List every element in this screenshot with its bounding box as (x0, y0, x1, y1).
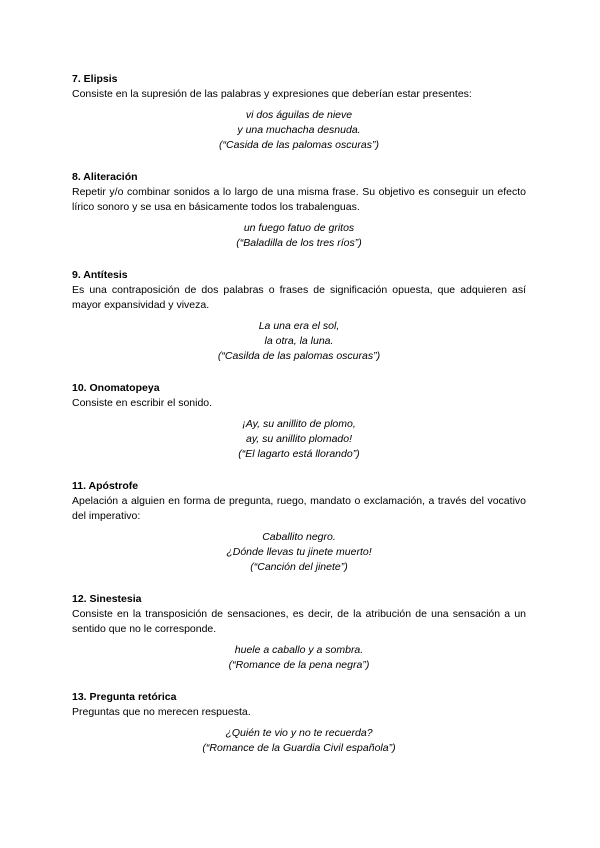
verse-quote (72, 726, 526, 756)
verse-line: Caballito negro. (262, 531, 336, 543)
section-aliteracion (72, 170, 526, 251)
verse-source: (“Casilda de las palomas oscuras”) (217, 350, 381, 362)
verse-source: (“Canción del jinete”) (250, 561, 348, 573)
verse-line: ¿Dónde llevas tu jinete muerto! (226, 546, 372, 558)
verse-line: la otra, la luna. (264, 335, 334, 347)
section-pregunta-retorica (72, 690, 526, 756)
section-heading: 10. Onomatopeya (72, 382, 160, 394)
section-description: Apelación a alguien en forma de pregunta, ruego, mandato o exclamación, a través del vocativo del imperativo: (72, 495, 526, 522)
section-description: Preguntas que no merecen respuesta. (72, 706, 251, 718)
section-heading: 13. Pregunta retórica (72, 691, 177, 703)
section-heading: 9. Antítesis (72, 269, 128, 281)
verse-source: (“Romance de la Guardia Civil española”) (202, 742, 396, 754)
verse-quote (72, 108, 526, 153)
section-onomatopeya (72, 381, 526, 462)
section-description: Es una contraposición de dos palabras o frases de significación opuesta, que adquieren así mayor expansividad y viveza. (72, 284, 526, 311)
section-heading: 12. Sinestesia (72, 593, 142, 605)
verse-line: La una era el sol, (258, 320, 340, 332)
verse-source: (“Romance de la pena negra”) (228, 659, 370, 671)
section-description: Consiste en la supresión de las palabras y expresiones que deberían estar presentes: (72, 88, 472, 100)
verse-line: ¿Quién te vio y no te recuerda? (225, 727, 373, 739)
section-description: Consiste en la transposición de sensaciones, es decir, de la atribución de una sensación a un sentido que no le corresponde. (72, 608, 526, 635)
verse-quote (72, 221, 526, 251)
verse-quote (72, 319, 526, 364)
section-antitesis (72, 268, 526, 364)
section-heading: 11. Apóstrofe (72, 480, 139, 492)
section-heading: 7. Elipsis (72, 73, 118, 85)
verse-line: y una muchacha desnuda. (237, 124, 361, 136)
verse-quote (72, 417, 526, 462)
verse-line: vi dos águilas de nieve (245, 109, 353, 121)
verse-line: ¡Ay, su anillito de plomo, (242, 418, 356, 430)
verse-quote (72, 530, 526, 575)
verse-source: (“El lagarto está llorando”) (238, 448, 360, 460)
section-description: Repetir y/o combinar sonidos a lo largo de una misma frase. Su objetivo es conseguir un efecto lírico sonoro y se usa en básicamente todos los trabalenguas. (72, 186, 526, 213)
verse-line: ay, su anillito plomado! (245, 433, 353, 445)
verse-line: un fuego fatuo de gritos (243, 222, 355, 234)
section-sinestesia (72, 592, 526, 673)
section-description: Consiste en escribir el sonido. (72, 397, 213, 409)
section-elipsis (72, 72, 526, 153)
verse-line: huele a caballo y a sombra. (234, 644, 364, 656)
section-apostrofe (72, 479, 526, 575)
section-heading: 8. Aliteración (72, 171, 138, 183)
verse-source: (“Baladilla de los tres ríos”) (236, 237, 362, 249)
verse-source: (“Casida de las palomas oscuras”) (219, 139, 379, 151)
verse-quote (72, 643, 526, 673)
